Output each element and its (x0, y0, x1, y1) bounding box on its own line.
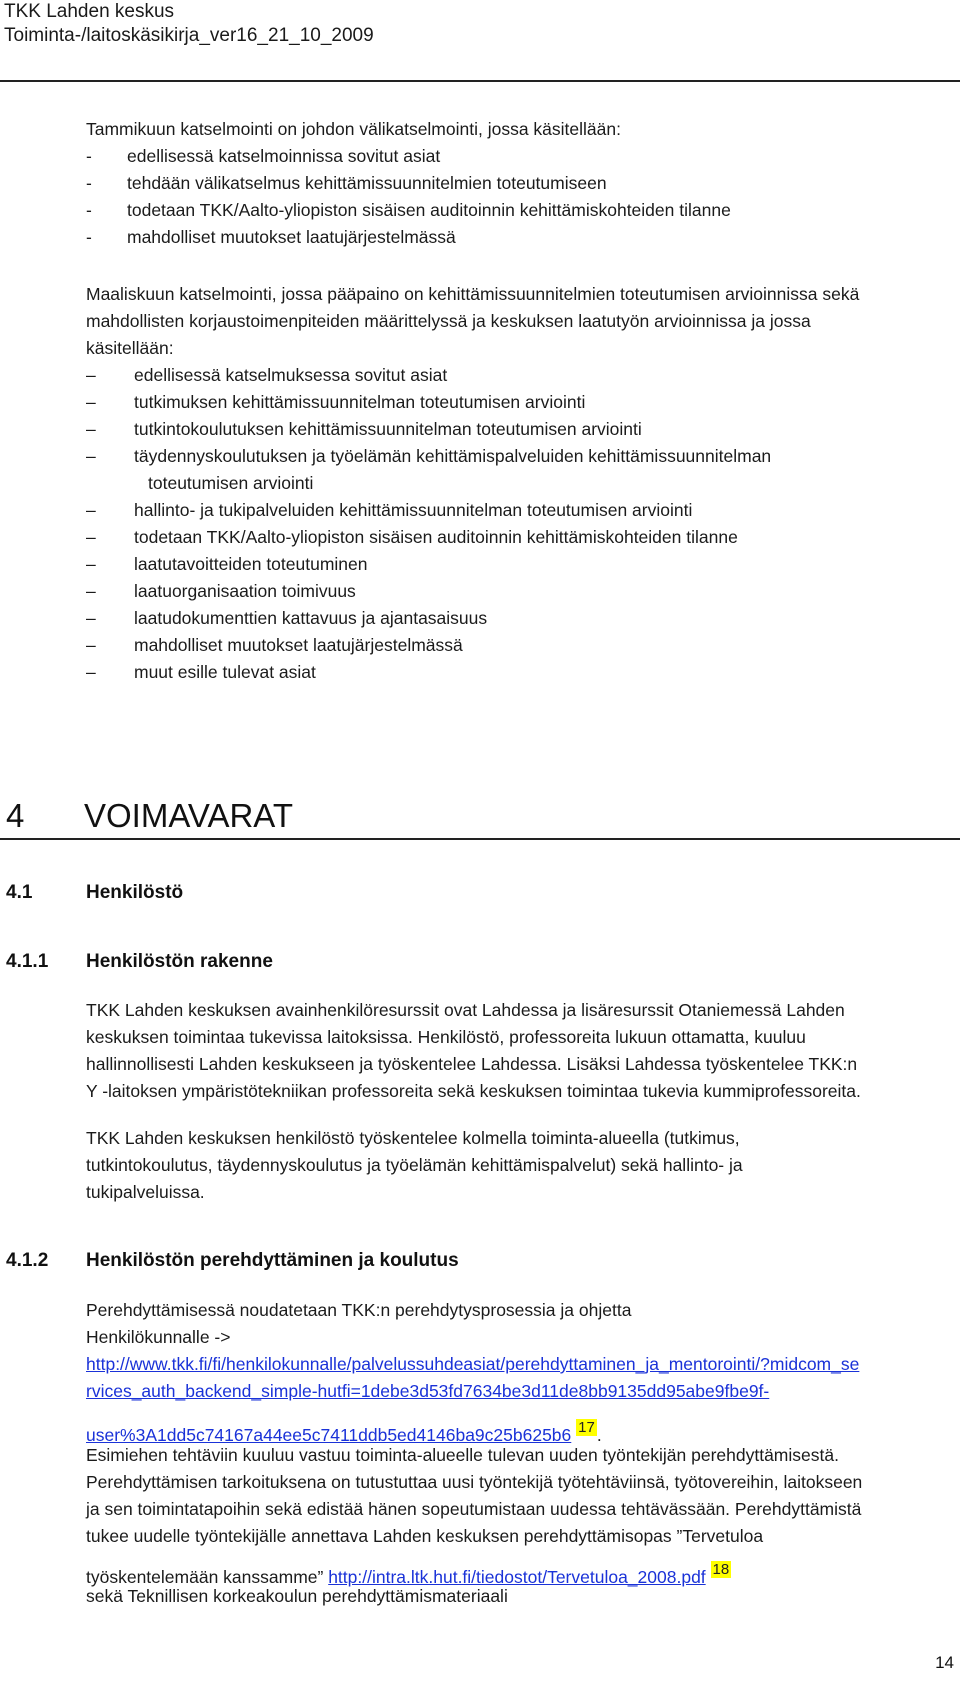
list-item: laatuorganisaation toimivuus (134, 581, 356, 601)
header-title: TKK Lahden keskus (4, 1, 175, 22)
list-dash: – (86, 419, 96, 439)
list-dash: – (86, 554, 96, 574)
paragraph-line: Perehdyttämisen tarkoituksena on tutustuttaa uusi työntekijä työtehtäviinsä, työtovereihin, laitokseen (86, 1472, 863, 1492)
list-dash: – (86, 581, 96, 601)
paragraph-line: Y -laitoksen ympäristötekniikan professoreita sekä keskuksen toimintaa tukevia kummiprofessoreita. (86, 1081, 861, 1101)
link-line[interactable]: user%3A1dd5c74167a44ee5c7411ddb5ed4146ba9c25b625b6 (86, 1425, 572, 1445)
paragraph-line: Esimiehen tehtäviin kuuluu vastuu toiminta-alueelle tulevan uuden työntekijän perehdyttämisestä. (86, 1445, 839, 1465)
section-title: VOIMAVARAT (84, 797, 294, 834)
footnote-marker[interactable]: 18 (712, 1561, 730, 1578)
list-bullet: - (86, 200, 92, 220)
list-item: todetaan TKK/Aalto-yliopiston sisäisen auditoinnin kehittämiskohteiden tilanne (134, 527, 738, 547)
section-rule (0, 838, 960, 840)
welcome-guide-text: työskentelemään kanssamme” (86, 1567, 324, 1587)
list-item: täydennyskoulutuksen ja työelämän kehittämispalveluiden kehittämissuunnitelman (134, 446, 772, 466)
paragraph-line: hallinnollisesti Lahden keskukseen ja työskentelee Lahdessa. Lisäksi Lahdessa työskentelee TKK:n (86, 1054, 858, 1074)
list-item: tehdään välikatselmus kehittämissuunnitelmien toteutumiseen (127, 173, 607, 193)
list-item: todetaan TKK/Aalto-yliopiston sisäisen auditoinnin kehittämiskohteiden tilanne (127, 200, 731, 220)
section-number: 4 (6, 797, 25, 834)
list-dash: – (86, 392, 96, 412)
header-rule (0, 80, 960, 82)
paragraph-line: tutkintokoulutus, täydennyskoulutus ja työelämän kehittämispalvelut) sekä hallinto- ja (86, 1155, 743, 1175)
sentence-period: . (596, 1425, 602, 1445)
list-dash: – (86, 608, 96, 628)
list-dash: – (86, 500, 96, 520)
list-item: edellisessä katselmoinnissa sovitut asiat (127, 146, 441, 166)
section-4-1-2-number: 4.1.2 (6, 1250, 49, 1271)
paragraph-line: sekä Teknillisen korkeakoulun perehdyttämismateriaali (86, 1586, 508, 1606)
orientation-intro-line: Perehdyttämisessä noudatetaan TKK:n perehdytysprosessia ja ohjetta (86, 1300, 632, 1320)
list-item: hallinto- ja tukipalveluiden kehittämissuunnitelman toteutumisen arviointi (134, 500, 693, 520)
list-bullet: - (86, 227, 92, 247)
section-4-1-1-title: Henkilöstön rakenne (86, 951, 273, 972)
list-bullet: - (86, 173, 92, 193)
january-intro: Tammikuun katselmointi on johdon välikatselmointi, jossa käsitellään: (86, 119, 621, 139)
list-item: laatutavoitteiden toteutuminen (134, 554, 368, 574)
footnote-marker[interactable]: 17 (578, 1419, 595, 1436)
header-subtitle: Toiminta-/laitoskäsikirja_ver16_21_10_2009 (4, 25, 374, 46)
page-number: 14 (935, 1653, 954, 1672)
paragraph-line: tukipalveluissa. (86, 1182, 205, 1202)
list-item: tutkintokoulutuksen kehittämissuunnitelman toteutumisen arviointi (134, 419, 642, 439)
paragraph-line: ja sen toimintatapoihin sekä edistää hänen sopeutumistaan uudessa tehtävässään. Perehdyttämistä (86, 1499, 862, 1519)
link-line[interactable]: rvices_auth_backend_simple-hutfi=1debe3d53fd7634be3d11de8bb9135dd95abe9fbe9f- (86, 1381, 770, 1401)
list-dash: – (86, 662, 96, 682)
list-item: mahdolliset muutokset laatujärjestelmässä (127, 227, 456, 247)
section-4-1-2-title: Henkilöstön perehdyttäminen ja koulutus (86, 1250, 459, 1271)
welcome-guide-link[interactable]: http://intra.ltk.hut.fi/tiedostot/Tervetuloa_2008.pdf (328, 1567, 706, 1587)
list-item-continuation: toteutumisen arviointi (148, 473, 314, 493)
list-dash: – (86, 635, 96, 655)
list-item: edellisessä katselmuksessa sovitut asiat (134, 365, 448, 385)
link-line[interactable]: http://www.tkk.fi/fi/henkilokunnalle/palvelussuhdeasiat/perehdyttaminen_ja_mentorointi/?midcom_se (86, 1354, 860, 1374)
section-4-heading (6, 796, 946, 836)
list-dash: – (86, 365, 96, 385)
paragraph-line: mahdollisten korjaustoimenpiteiden määrittelyssä ja keskuksen laatutyön arvioinnissa ja jossa (86, 311, 811, 331)
paragraph-line: keskuksen toimintaa tukevissa laitoksissa. Henkilöstö, professoreita lukuun ottamatta, kuuluu (86, 1027, 806, 1047)
paragraph-line: tukee uudelle työntekijälle annettava Lahden keskuksen perehdyttämisopas ”Tervetuloa (86, 1526, 764, 1546)
list-dash: – (86, 446, 96, 466)
list-item: tutkimuksen kehittämissuunnitelman toteutumisen arviointi (134, 392, 586, 412)
paragraph-line: Maaliskuun katselmointi, jossa pääpaino on kehittämissuunnitelmien toteutumisen arvioinnissa sekä (86, 284, 860, 304)
section-4-1-number: 4.1 (6, 882, 33, 903)
paragraph-line: käsitellään: (86, 338, 174, 358)
orientation-intro-line: Henkilökunnalle -> (86, 1327, 231, 1347)
list-item: mahdolliset muutokset laatujärjestelmässä (134, 635, 463, 655)
section-4-1-title: Henkilöstö (86, 882, 184, 903)
paragraph-line: TKK Lahden keskuksen henkilöstö työskentelee kolmella toiminta-alueella (tutkimus, (86, 1128, 740, 1148)
list-dash: – (86, 527, 96, 547)
list-item: muut esille tulevat asiat (134, 662, 316, 682)
list-bullet: - (86, 146, 92, 166)
list-item: laatudokumenttien kattavuus ja ajantasaisuus (134, 608, 488, 628)
section-4-1-1-number: 4.1.1 (6, 951, 49, 972)
paragraph-line: TKK Lahden keskuksen avainhenkilöresurssit ovat Lahdessa ja lisäresurssit Otaniemessä Lahden (86, 1000, 845, 1020)
